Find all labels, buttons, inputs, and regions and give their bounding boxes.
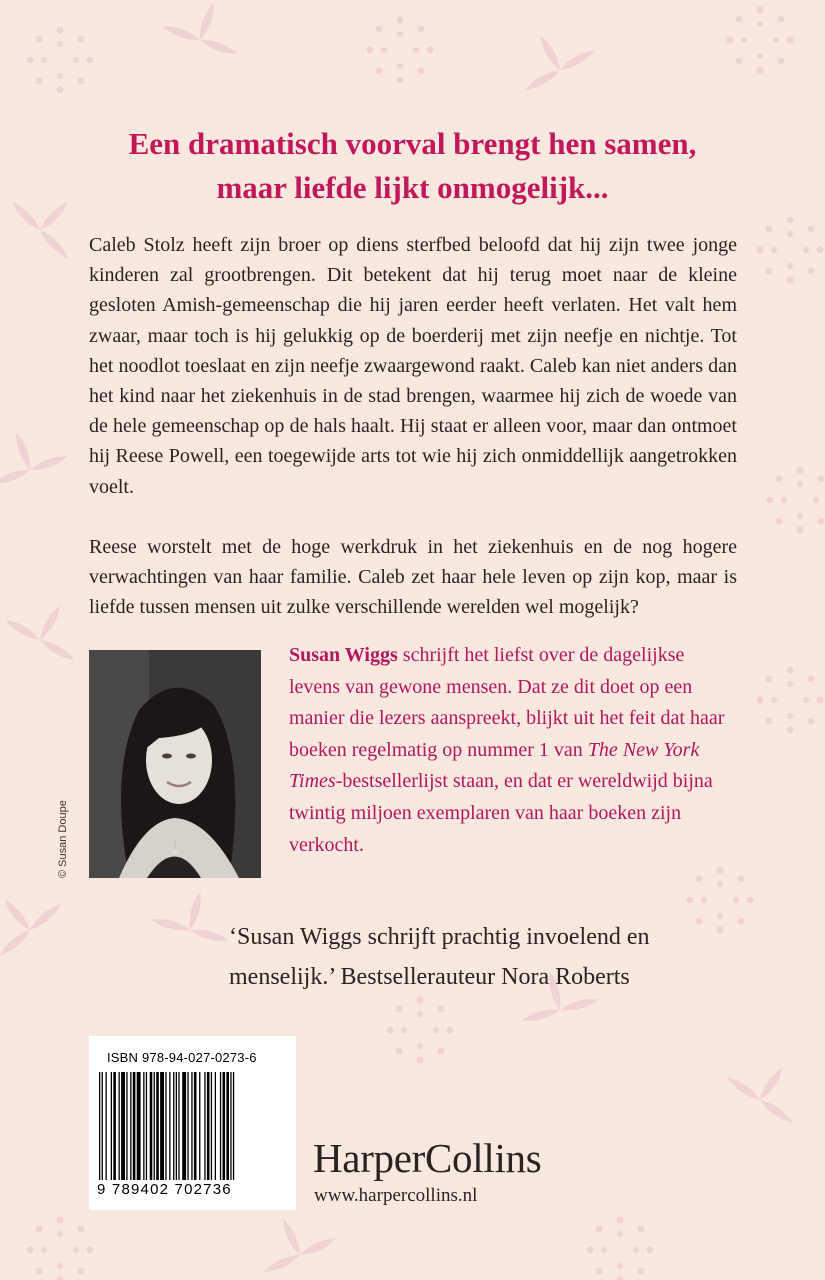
publisher-logo: HarperCollins [313,1135,542,1181]
barcode-digits: 9 789402 702736 [97,1181,232,1198]
headline [100,122,725,210]
isbn-label: ISBN 978-94-027-0273-6 [107,1050,257,1065]
headline-line-1: Een dramatisch voorval brengt hen samen, [128,126,697,161]
author-name: Susan Wiggs [289,644,398,666]
barcode-icon [99,1072,287,1180]
publisher-website: www.harpercollins.nl [314,1185,478,1206]
headline-line-2: maar liefde lijkt onmogelijk... [216,170,609,205]
barcode-box [89,1036,296,1210]
photo-credit: © Susan Doupe [57,800,69,878]
blurb-paragraph-2: Reese worstelt met de hoge werkdruk in het ziekenhuis en de nog hogere verwachtingen van haar familie. Caleb zet haar hele leven op zijn kop, maar is liefde tussen mensen uit zulke verschillende werelden wel mogelijk? [89,536,737,619]
author-bio [289,640,729,861]
author-bio-text-1: schrijft het liefst over de dagelijkse levens van gewone mensen. Dat ze dit doet op een manier die lezers aanspreekt, blijkt uit het feit dat haar boeken regelmatig op nummer 1 van [289,644,725,761]
review-quote: ‘Susan Wiggs schrijft prachtig invoelend en menselijk.’ Bestsellerauteur Nora Roberts [229,924,650,990]
author-bio-text-2: -bestsellerlijst staan, en dat er wereldwijd bijna twintig miljoen exemplaren van haar boeken zijn verkocht. [289,770,713,856]
author-portrait-illustration [89,650,261,878]
author-photo [89,650,261,878]
blurb-paragraph-1: Caleb Stolz heeft zijn broer op diens sterfbed beloofd dat hij zijn twee jonge kinderen zal grootbrengen. Dit betekent dat hij terug moet naar de kleine gesloten Amish-gemeenschap die hij jaren eerder heeft verlaten. Het valt hem zwaar, maar toch is hij gelukkig op de boerderij met zijn neefje en nichtje. Tot het noodlot toeslaat en zijn neefje zwaargewond raakt. Caleb kan niet anders dan het kind naar het ziekenhuis in de stad brengen, waarmee hij zich de woede van de hele gemeenschap op de hals haalt. Hij staat er alleen voor, maar dan ontmoet hij Reese Powell, een toegewijde arts tot wie hij zich onmiddellijk aangetrokken voelt. [89,234,737,498]
publication-name: The New York Times [289,738,700,793]
